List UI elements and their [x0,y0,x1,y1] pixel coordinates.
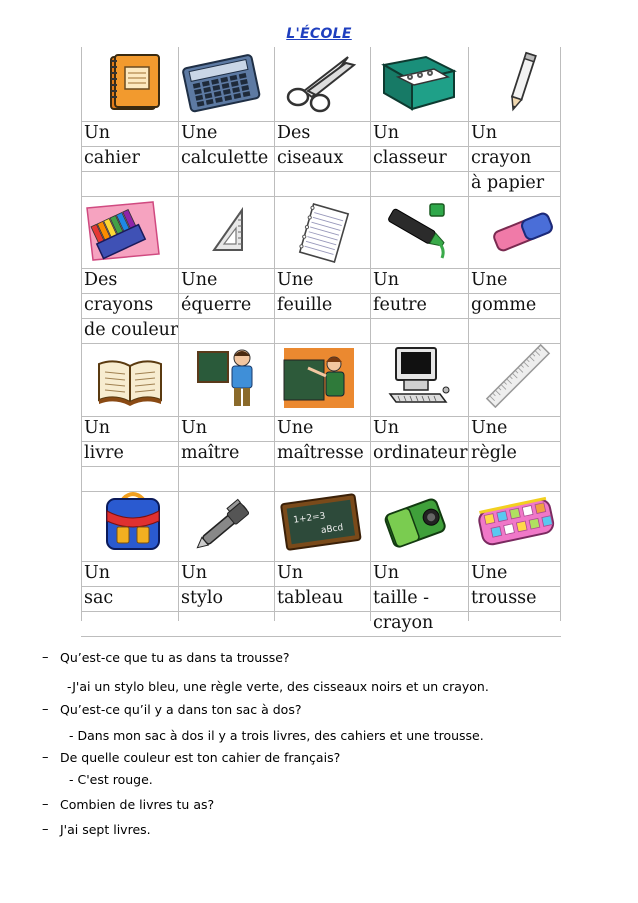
vocabulary-word: Une [277,418,314,438]
vocabulary-word: règle [471,443,517,463]
table-column-divider [274,47,275,621]
vocabulary-word: livre [84,443,124,463]
dialogue-bullet: – [42,702,49,717]
vocabulary-word: Un [84,418,111,438]
page-title: L'ÉCOLE [286,26,352,42]
ruler-icon [478,344,558,412]
table-column-divider [560,47,561,621]
vocabulary-word: Un [373,418,400,438]
vocabulary-word: ordinateur [373,443,468,463]
vocabulary-word: Une [471,563,508,583]
vocabulary-word: Un [277,563,304,583]
vocabulary-word: sac [84,588,114,608]
set-square-icon [208,206,248,258]
vocabulary-word: stylo [181,588,224,608]
dialogue-question: Combien de livres tu as? [60,797,215,812]
computer-icon [382,344,452,414]
eraser-icon [488,208,558,260]
vocabulary-word: feuille [277,295,333,315]
vocabulary-word: Une [181,270,218,290]
vocabulary-word: crayons [84,295,154,315]
vocabulary-word: de couleur [84,320,179,340]
sharpener-icon [378,491,458,557]
vocabulary-word: taille - [373,588,430,608]
vocabulary-word: Un [181,418,208,438]
dialogue-question: J'ai sept livres. [60,822,151,837]
calculator-icon [180,51,264,117]
vocabulary-word: feutre [373,295,427,315]
dialogue-answer: - C'est rouge. [69,772,153,787]
vocabulary-word: tableau [277,588,344,608]
vocabulary-word: Une [471,270,508,290]
vocabulary-word: crayon [373,613,434,633]
pencil-icon [502,49,542,119]
dialogue-bullet: – [42,822,49,837]
table-row-divider [81,636,561,637]
dialogue-answer: - Dans mon sac à dos il y a trois livres, des cahiers et une trousse. [69,728,484,743]
dialogue-question: Qu’est-ce que tu as dans ta trousse? [60,650,290,665]
vocabulary-word: classeur [373,148,447,168]
svg-text:1+2=3: 1+2=3 [292,511,327,526]
dialogue-bullet: – [42,750,49,765]
pencil-case-icon [474,489,558,557]
vocabulary-word: Un [181,563,208,583]
blackboard-icon [280,493,362,557]
table-column-divider [178,47,179,621]
vocabulary-word: Un [373,563,400,583]
vocabulary-word: Un [84,563,111,583]
dialogue-question: Qu’est-ce qu’il y a dans ton sac à dos? [60,702,302,717]
book-icon [95,354,165,412]
vocabulary-word: calculette [181,148,269,168]
vocabulary-word: gomme [471,295,537,315]
vocabulary-word: équerre [181,295,252,315]
vocabulary-word: ciseaux [277,148,344,168]
dialogue-bullet: – [42,797,49,812]
table-row-divider [81,196,561,197]
dialogue-answer: -J'ai un stylo bleu, une règle verte, des cisseaux noirs et un crayon. [67,679,489,694]
vocabulary-word: Une [181,123,218,143]
vocabulary-word: crayon [471,148,532,168]
vocabulary-word: à papier [471,173,545,193]
table-column-divider [468,47,469,621]
vocabulary-word: Un [373,123,400,143]
vocabulary-word: maître [181,443,240,463]
vocabulary-word: Un [373,270,400,290]
notebook-icon [101,51,163,117]
table-column-divider [81,47,82,621]
binder-icon [378,51,460,117]
vocabulary-word: trousse [471,588,537,608]
dialogue-bullet: – [42,650,49,665]
table-row-divider [81,466,561,467]
vocabulary-word: maîtresse [277,443,364,463]
marker-icon [376,200,456,266]
scissors-icon [282,51,358,117]
vocabulary-word: Des [277,123,311,143]
female-teacher-icon [282,346,356,414]
svg-text:aBcd: aBcd [320,522,344,537]
vocabulary-table [81,47,561,633]
sheet-of-paper-icon [294,202,354,268]
vocabulary-word: Une [471,418,508,438]
pen-icon [192,491,264,557]
dialogue-question: De quelle couleur est ton cahier de français? [60,750,341,765]
vocabulary-word: Des [84,270,118,290]
vocabulary-word: Une [277,270,314,290]
vocabulary-word: cahier [84,148,140,168]
vocabulary-word: Un [84,123,111,143]
vocabulary-word: Un [471,123,498,143]
table-column-divider [370,47,371,621]
table-row-divider [81,611,561,612]
colored-pencils-icon [83,198,163,268]
schoolbag-icon [97,489,169,559]
male-teacher-icon [196,342,266,416]
